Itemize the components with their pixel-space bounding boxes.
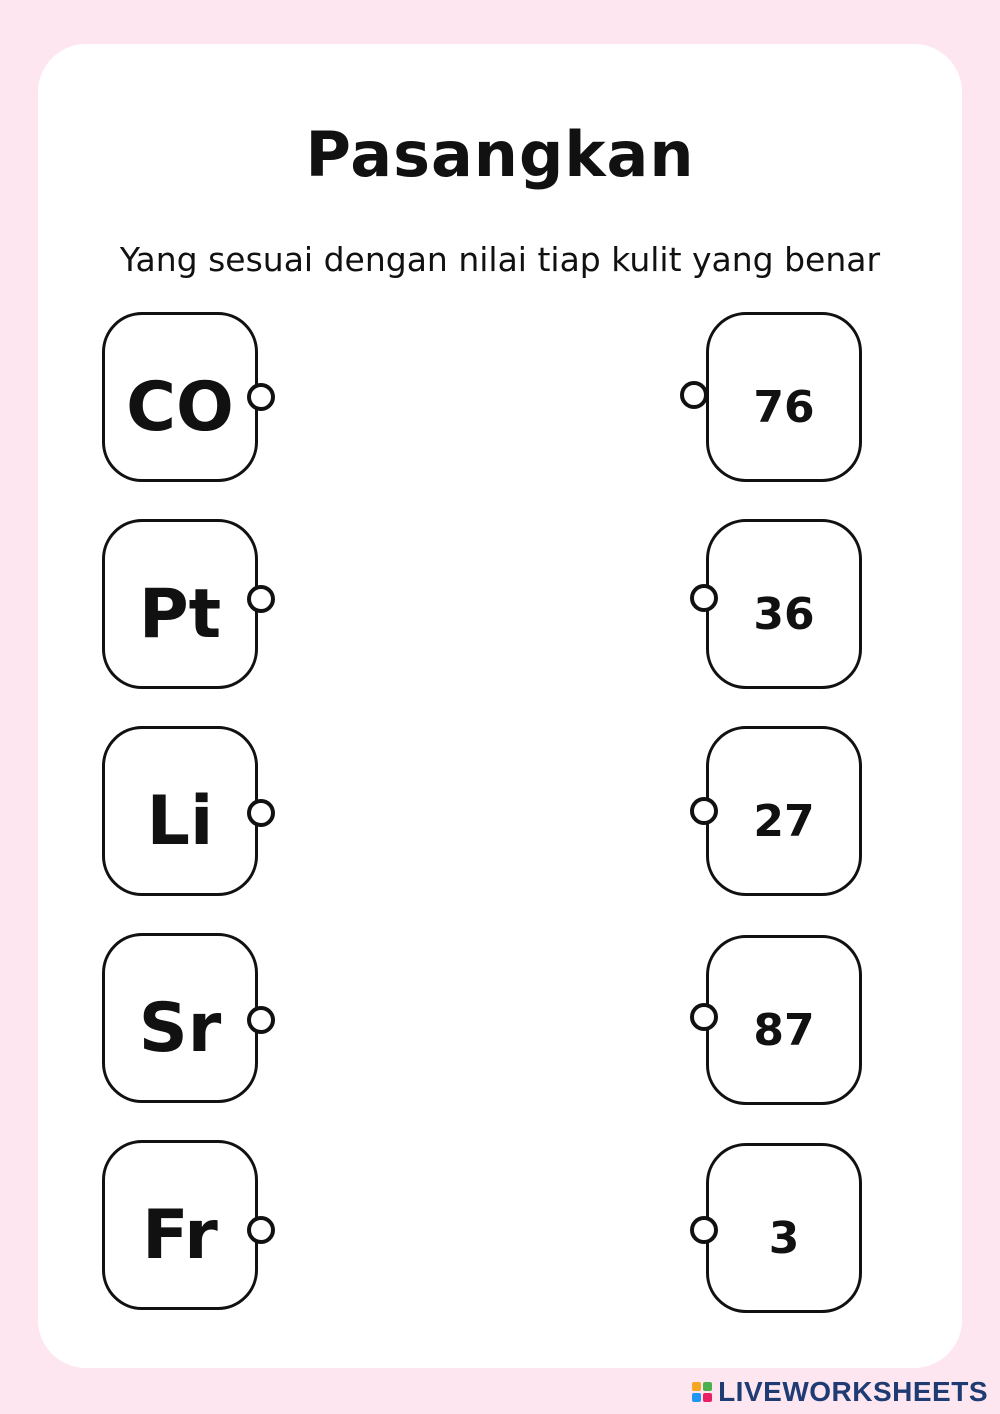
worksheet-title: Pasangkan (305, 118, 695, 191)
left-card-label: Sr (138, 988, 222, 1068)
right-connector-dot-1[interactable] (680, 381, 708, 409)
left-card-5 (102, 1140, 258, 1310)
right-card-4 (706, 935, 862, 1105)
right-card-2 (706, 519, 862, 689)
left-card-label: CO (126, 367, 234, 447)
right-card-5 (706, 1143, 862, 1313)
brand-label: LIVEWORKSHEETS (718, 1376, 988, 1407)
left-connector-dot-1[interactable] (247, 383, 275, 411)
left-connector-dot-2[interactable] (247, 585, 275, 613)
right-connector-dot-4[interactable] (690, 1003, 718, 1031)
left-card-label: Pt (138, 574, 222, 654)
right-card-label: 36 (753, 588, 815, 640)
left-connector-dot-5[interactable] (247, 1216, 275, 1244)
right-card-label: 76 (753, 381, 815, 433)
left-card-label: Fr (142, 1195, 218, 1275)
worksheet-instruction: Yang sesuai dengan nilai tiap kulit yang benar (119, 240, 881, 279)
right-card-label: 87 (753, 1004, 815, 1056)
right-connector-dot-5[interactable] (690, 1216, 718, 1244)
right-connector-dot-3[interactable] (690, 797, 718, 825)
liveworksheets-brand (692, 1376, 988, 1408)
left-card-3 (102, 726, 258, 896)
left-connector-dot-3[interactable] (247, 799, 275, 827)
left-card-4 (102, 933, 258, 1103)
right-card-label: 27 (753, 795, 815, 847)
right-connector-dot-2[interactable] (690, 584, 718, 612)
right-card-label: 3 (768, 1212, 800, 1264)
left-card-1 (102, 312, 258, 482)
left-card-label: Li (146, 781, 214, 861)
left-connector-dot-4[interactable] (247, 1006, 275, 1034)
liveworksheets-logo-icon (692, 1382, 712, 1402)
right-card-1 (706, 312, 862, 482)
right-card-3 (706, 726, 862, 896)
left-card-2 (102, 519, 258, 689)
